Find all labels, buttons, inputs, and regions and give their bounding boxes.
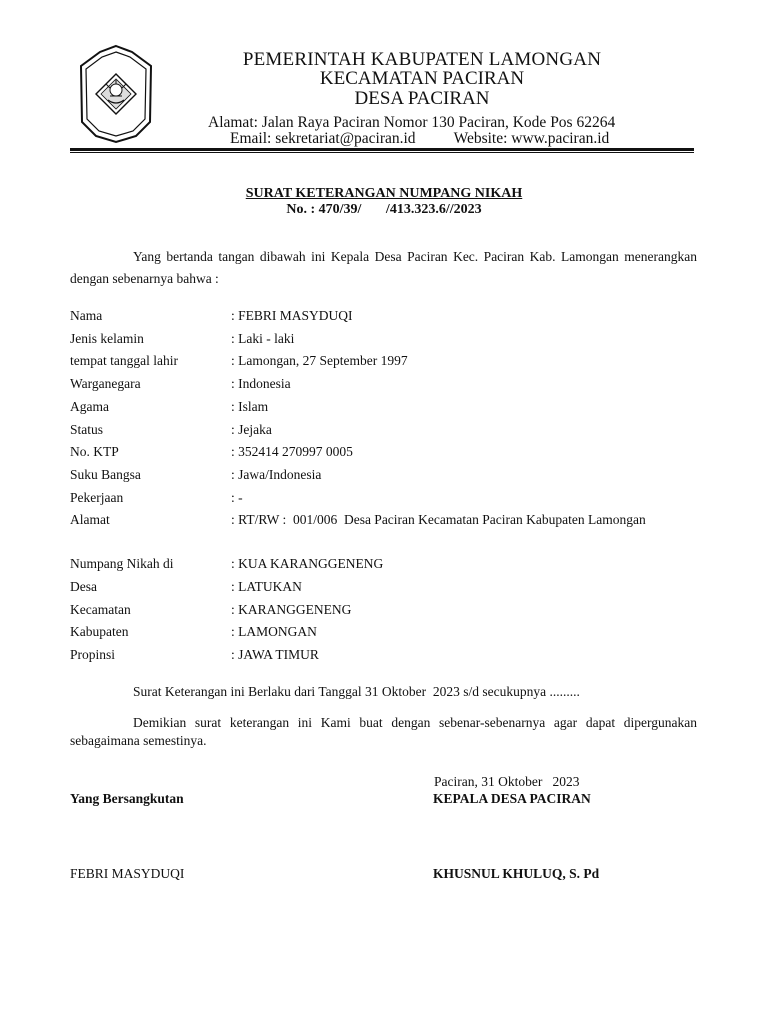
- field-value: : Jejaka: [231, 421, 272, 437]
- letterhead-rule-thick: [70, 148, 694, 151]
- field-value: : -: [231, 489, 243, 505]
- field-label: Numpang Nikah di: [70, 556, 174, 571]
- field-row: [70, 512, 700, 528]
- field-value: : KUA KARANGGENENG: [231, 556, 384, 571]
- letterhead-district: KECAMATAN PACIRAN: [319, 68, 525, 89]
- right-signatory-name: KHUSNUL KHULUQ, S. Pd: [433, 866, 600, 881]
- letterhead-address: Alamat: Jalan Raya Paciran Nomor 130 Paciran, Kode Pos 62264: [208, 114, 616, 131]
- field-label: Jenis kelamin: [70, 330, 144, 346]
- letterhead-contact: [140, 131, 704, 147]
- field-value: : Lamongan, 27 September 1997: [231, 353, 408, 369]
- field-value: : Indonesia: [231, 376, 291, 392]
- field-row: [70, 399, 700, 415]
- letter-title-main: SURAT KETERANGAN NUMPANG NIKAH: [245, 186, 523, 201]
- letterhead: [140, 50, 704, 147]
- field-label: tempat tanggal lahir: [70, 353, 178, 369]
- field-label: Suku Bangsa: [70, 466, 141, 482]
- field-row: [70, 556, 700, 572]
- field-row: [70, 579, 700, 595]
- left-signatory-title: Yang Bersangkutan: [70, 791, 184, 806]
- place-date: Paciran, 31 Oktober 2023: [434, 774, 580, 789]
- letterhead-government: PEMERINTAH KABUPATEN LAMONGAN: [242, 49, 602, 70]
- letterhead-rule-thin: [70, 152, 694, 153]
- field-row: [70, 331, 700, 347]
- field-label: Agama: [70, 398, 109, 414]
- field-row: [70, 353, 700, 369]
- field-label: Nama: [70, 308, 103, 323]
- field-row: [70, 624, 700, 640]
- field-label: Alamat: [70, 512, 110, 528]
- field-row: [70, 308, 700, 324]
- letterhead-website: Website: www.paciran.id: [453, 130, 610, 147]
- field-label: Propinsi: [70, 647, 116, 663]
- field-row: [70, 444, 700, 460]
- field-label: No. KTP: [70, 444, 119, 460]
- field-value: : RT/RW : 001/006 Desa Paciran Kecamatan Paciran Kabupaten Lamongan: [231, 512, 646, 528]
- letter-title: [0, 186, 768, 218]
- field-row: [70, 422, 700, 438]
- field-value: : LATUKAN: [231, 578, 302, 594]
- right-signatory-title: KEPALA DESA PACIRAN: [433, 791, 591, 806]
- closing-paragraph: Demikian surat keterangan ini Kami buat dengan sebenar-sebenarnya agar dapat dipergunakan sebagaimana semestinya.: [70, 715, 697, 748]
- field-value: : JAWA TIMUR: [231, 647, 319, 663]
- letter-number: No. : 470/39/ /413.323.6//2023: [286, 202, 482, 217]
- field-row: [70, 467, 700, 483]
- field-value: : Islam: [231, 398, 269, 414]
- field-row: [70, 490, 700, 506]
- field-label: Warganegara: [70, 376, 141, 392]
- letterhead-village: DESA PACIRAN: [354, 88, 490, 109]
- field-value: : FEBRI MASYDUQI: [231, 308, 353, 323]
- field-value: : Jawa/Indonesia: [231, 466, 322, 482]
- left-signatory-name: FEBRI MASYDUQI: [70, 866, 185, 881]
- validity-statement: Surat Keterangan ini Berlaku dari Tanggal 31 Oktober 2023 s/d secukupnya .........: [133, 684, 580, 699]
- field-row: [70, 647, 700, 663]
- intro-paragraph: Yang bertanda tangan dibawah ini Kepala Desa Paciran Kec. Paciran Kab. Lamongan menerangkan dengan sebenarnya bahwa :: [70, 249, 697, 286]
- letterhead-email: Email: sekretariat@paciran.id: [230, 130, 416, 147]
- field-row: [70, 602, 700, 618]
- field-value: : 352414 270997 0005: [231, 444, 353, 460]
- field-value: : LAMONGAN: [231, 624, 317, 640]
- field-label: Desa: [70, 578, 97, 594]
- field-label: Kabupaten: [70, 624, 129, 640]
- field-value: : Laki - laki: [231, 330, 295, 346]
- field-label: Pekerjaan: [70, 489, 124, 505]
- field-label: Kecamatan: [70, 601, 131, 617]
- field-label: Status: [70, 421, 104, 437]
- field-value: : KARANGGENENG: [231, 601, 352, 617]
- field-row: [70, 376, 700, 392]
